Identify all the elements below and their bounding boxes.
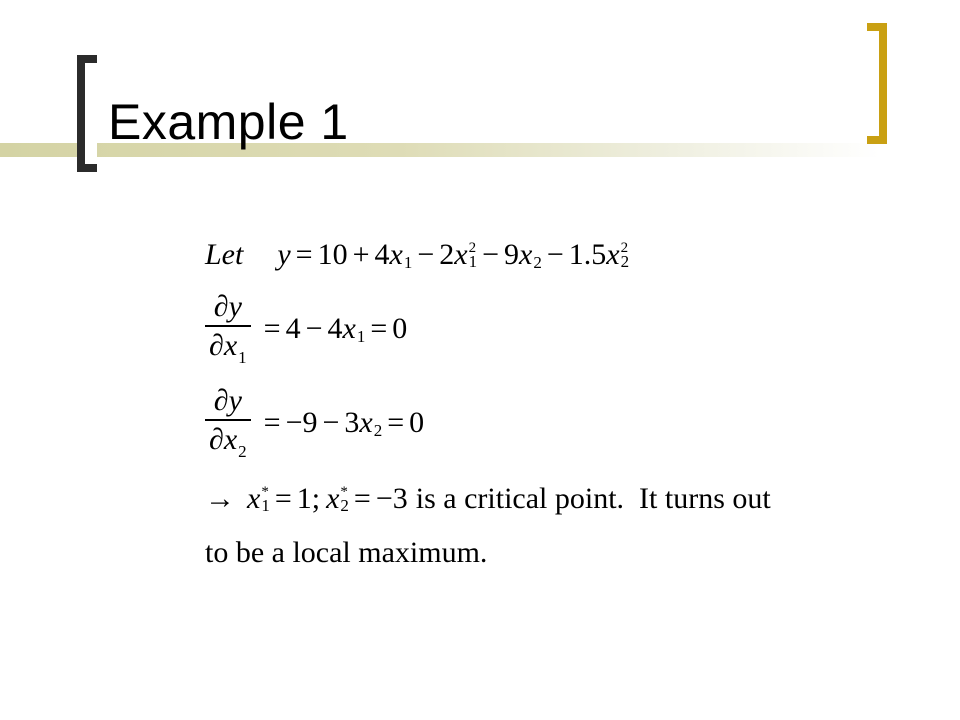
right-bracket-decoration (867, 23, 887, 144)
equals-sign: = (353, 482, 371, 515)
critical-point-statement (205, 469, 825, 529)
subscript: 1 (356, 327, 366, 346)
function-definition (205, 225, 825, 285)
var-x: x (342, 312, 356, 345)
coefficient: 1.5 (568, 238, 607, 271)
coefficient: 2 (439, 238, 455, 271)
conclusion-line (205, 529, 825, 577)
operator: − (546, 238, 564, 271)
subscript: 2 (238, 442, 247, 461)
denominator-var: ∂x (209, 329, 238, 362)
let-word: Let (205, 238, 244, 271)
sub-superscript (261, 485, 270, 513)
result-value: 0 (409, 406, 425, 439)
sub-superscript (621, 241, 630, 269)
equals-sign: = (263, 312, 281, 345)
arrow-symbol: → (205, 482, 235, 515)
var-x: x (519, 238, 533, 271)
superscript: * (340, 484, 348, 500)
var-x: x (359, 406, 373, 439)
equals-sign: = (274, 482, 292, 515)
fraction-numerator: ∂y (213, 290, 242, 323)
subscript: 1 (261, 496, 270, 515)
fraction-denominator (205, 327, 251, 369)
subscript: 1 (403, 253, 413, 272)
subscript: 2 (533, 253, 542, 272)
sub-superscript (340, 485, 349, 513)
superscript: * (261, 484, 269, 500)
operator: − (417, 238, 435, 271)
fraction (205, 289, 251, 369)
operator: − (305, 312, 323, 345)
fraction (205, 383, 251, 463)
x2-value: −3 (375, 482, 408, 515)
var-y: y (277, 238, 291, 271)
fraction-numerator: ∂y (213, 384, 242, 417)
slide-title: Example 1 (108, 94, 349, 150)
constant-term: 4 (285, 312, 301, 345)
operator: − (482, 238, 500, 271)
subscript: 2 (340, 496, 349, 515)
var-x: x (606, 238, 620, 271)
critical-point-text: is a critical point. It turns out (415, 482, 771, 515)
superscript: 2 (468, 240, 477, 256)
fraction-denominator (205, 421, 251, 463)
var-x: x (326, 482, 340, 515)
equals-sign: = (263, 406, 281, 439)
var-x: x (389, 238, 403, 271)
math-content (205, 225, 825, 577)
constant-term: −9 (285, 406, 318, 439)
coefficient: 3 (344, 406, 360, 439)
coefficient: 4 (374, 238, 390, 271)
subscript: 2 (373, 421, 383, 440)
coefficient: 9 (504, 238, 520, 271)
partial-derivative-x2 (205, 381, 825, 465)
var-x: x (454, 238, 468, 271)
constant-term: 10 (317, 238, 348, 271)
result-value: 0 (392, 312, 408, 345)
equals-sign: = (295, 238, 313, 271)
subscript: 1 (468, 252, 478, 271)
denominator-var: ∂x (209, 423, 238, 456)
operator: − (322, 406, 340, 439)
subscript: 1 (238, 348, 247, 367)
sub-superscript (469, 241, 478, 269)
x1-value: 1; (296, 482, 321, 515)
operator: + (352, 238, 370, 271)
superscript: 2 (620, 240, 629, 256)
conclusion-text: to be a local maximum. (205, 536, 488, 569)
partial-derivative-x1 (205, 287, 825, 371)
equals-sign: = (370, 312, 388, 345)
var-x: x (247, 482, 261, 515)
left-bracket-decoration (77, 55, 97, 172)
equals-sign: = (387, 406, 405, 439)
subscript: 2 (620, 252, 630, 271)
coefficient: 4 (327, 312, 343, 345)
